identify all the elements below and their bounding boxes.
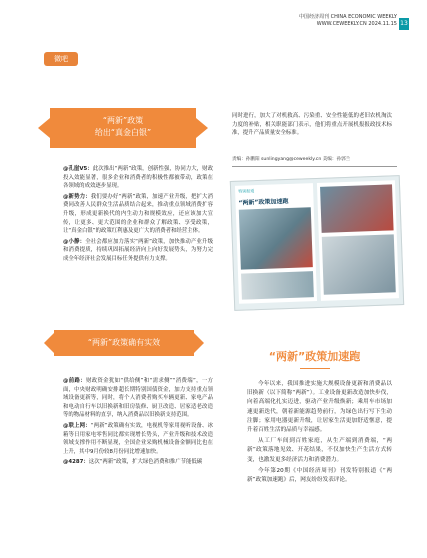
article-paragraph: 今年第20期《中国经济周刊》刊发特别报道《“两新”政策加速跑》后，网友纷纷发表评论。 bbox=[247, 467, 392, 484]
comment-handle: @小静： bbox=[63, 238, 86, 245]
comment-text: “两新”政策确有实效，电视机等家用视听设备、冰箱等日用家电零售同比都实现增长势头，产业升级和技术改造领域支撑作用不断显现，全国企业采购机械设备金额同比也在上升，其中9月份较8月份同比增速加快。 bbox=[63, 422, 213, 455]
article-paragraph: 今年以来，我国推进实施大规模设备更新和消费品以旧换新（以下简称“两新”）。工业设备更新改造加快步伐，向着高端化扎实迈进，驱动产业升级焕新；乘用车市场加速更新迭代，朝着新能源趋势前行，为绿色出行写下生动注脚；家用电器更新升级，让居家生活更加舒适惬意，提升着百姓生活的品质与幸福感。 bbox=[247, 381, 392, 434]
comment-text: 我们要办好“两新”政策，加速产业升级，把扩大消费同改善人民群众生活品质结合起来，推动重点领域消费扩容升级，形成更新换代的内生动力和规模效应，还应该加大宣传，让更多、更大范围的企业和群众了解政策、享受政策，让“真金白银”的政策红利惠及更广大的消费者和经营主体。 bbox=[63, 193, 213, 235]
banner-right-tail bbox=[194, 333, 204, 353]
comment-post bbox=[63, 377, 213, 420]
comment-post bbox=[63, 422, 213, 456]
comment-handle: @新势力： bbox=[63, 193, 91, 200]
spread-photo-factory bbox=[239, 207, 313, 269]
comment-text: 这次“两新”政策，扩大绿色消费和推广节能低碳 bbox=[88, 459, 203, 466]
article-body bbox=[247, 380, 392, 485]
article-title: “两新”政策加速跑 bbox=[268, 350, 361, 363]
right-column-continuation: 同时进行，加大了对机救高、污染重、安全性能低的老旧农机淘汰力度的补贴，相关职能部门表示，他们将重点开展机报报政技术标准，提升产品质量安全标准。 bbox=[232, 113, 392, 137]
banner-left-tail bbox=[38, 118, 50, 138]
masthead-url-date: WWW.CEWEEKLY.CN 2024.11.15 bbox=[316, 21, 397, 27]
banner-left-tail bbox=[44, 333, 54, 353]
comment-handle: @前路： bbox=[63, 378, 86, 384]
comment-post bbox=[63, 458, 213, 467]
comment-text: 全社会都应加力落实“两新”政策，加快推动产业升级和消费提质，持续巩固拓展经济向上向好发展势头，为努力完成全年经济社会发展目标任务提供有力支撑。 bbox=[63, 238, 213, 262]
editor-credit: 责编：孙鹏阳 sunlingyang@ceweekly.cn 美编：孙郭兰 bbox=[232, 157, 351, 162]
divider bbox=[232, 166, 397, 167]
banner-line-1: “两新”政策 bbox=[102, 116, 144, 125]
spread-right-page bbox=[317, 180, 399, 301]
banner-right-tail bbox=[196, 118, 208, 138]
section-tag: 微吧 bbox=[44, 52, 78, 66]
comment-handle: @孔崖V5： bbox=[63, 166, 93, 172]
comment-post bbox=[63, 193, 213, 236]
title-underline bbox=[300, 368, 330, 369]
banner-body bbox=[50, 108, 196, 148]
spread-headline: “两新”政策加速跑 bbox=[238, 197, 289, 207]
comments-column-2 bbox=[63, 377, 213, 467]
masthead bbox=[299, 14, 397, 28]
page-number: 13 bbox=[399, 18, 409, 30]
comment-text: 此次推出“两新”政策，创新性强，协同力大，财政投入效能显著，很多企业和消费者的积极性都被带动，政策在各领域的成效逐步显现。 bbox=[63, 166, 213, 190]
banner-policy-funds bbox=[38, 108, 208, 148]
comment-handle: @联上网： bbox=[63, 422, 91, 429]
comments-column-1 bbox=[63, 165, 213, 264]
masthead-title: 中国经济周刊 CHINA ECONOMIC WEEKLY bbox=[299, 14, 397, 20]
spread-photo-appliance bbox=[322, 234, 396, 294]
banner-text: “两新”政策确有实效 bbox=[54, 330, 194, 356]
article-paragraph: 从工厂车间到百姓家庭，从生产端到消费端，“两新”政策落地见效、开花结果，不仅加快生产生活方式转变，也激发更多经济活力和消费潜力。 bbox=[247, 438, 392, 463]
banner-policy-effect bbox=[44, 330, 204, 356]
banner-line-2: 给出“真金白银” bbox=[94, 128, 152, 137]
comment-text: 财政资金犹如“供给侧”和“需求侧”“消费端”，一方面，中央财政明确安排超长期特别国债资金，加力支持重点领域设备更新等，同时，将个人消费者购买车辆更新、家电产品和电动自行车以旧换新和旧房装修、厨卫改造、居家适老改造等的物品材料的直享，纳入消费品以旧换新支持范围。 bbox=[63, 378, 213, 419]
spread-left-page bbox=[235, 183, 317, 304]
magazine-spread-image bbox=[230, 175, 404, 311]
comment-post bbox=[63, 165, 213, 191]
spread-photo-robot bbox=[241, 271, 314, 299]
spread-caption: 特别报道 bbox=[238, 188, 255, 194]
spread-photo-car bbox=[320, 184, 394, 232]
comment-handle: @4287： bbox=[63, 459, 89, 466]
comment-post bbox=[63, 238, 213, 264]
